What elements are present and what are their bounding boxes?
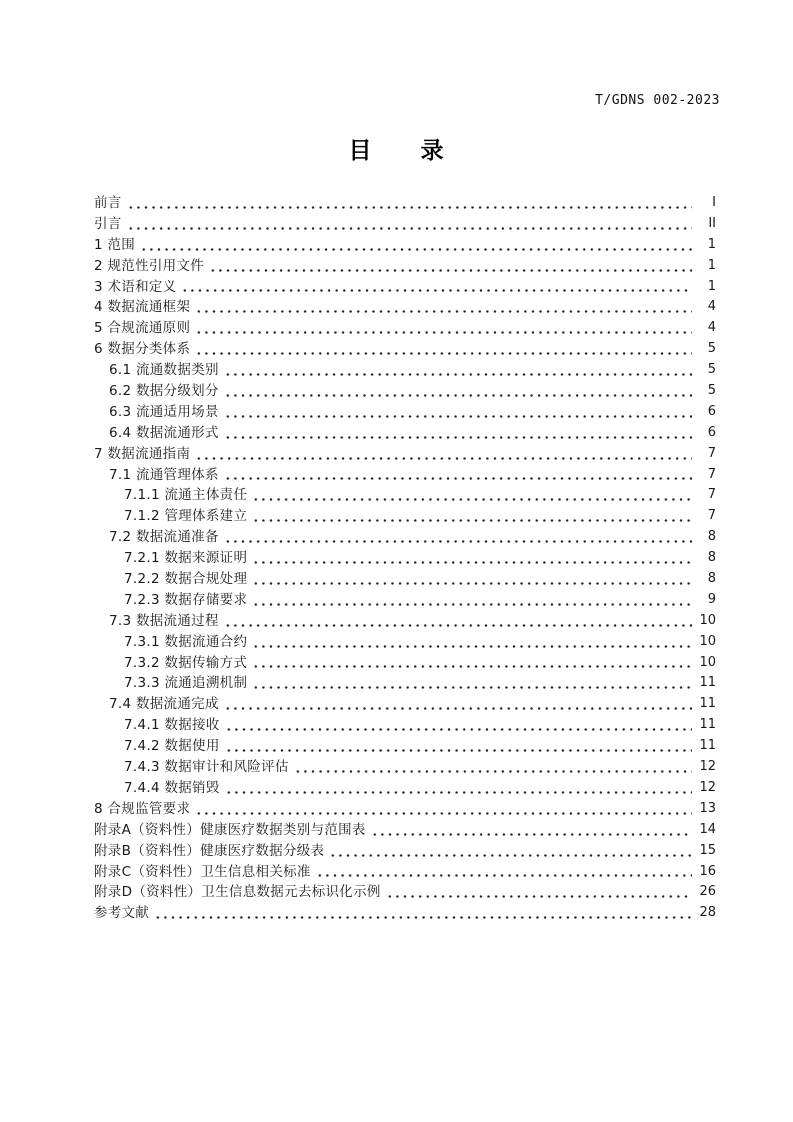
toc-row	[94, 611, 716, 632]
dot-leader	[195, 297, 692, 318]
toc-entry-label: 6.2 数据分级划分	[109, 383, 219, 400]
toc-row	[94, 506, 716, 527]
toc-row	[94, 256, 716, 277]
toc-entry-label: 前言	[94, 195, 122, 211]
page-number: 11	[699, 675, 716, 691]
page-number: II	[708, 215, 716, 231]
page-number: 11	[699, 738, 716, 754]
toc-entry-label: 7.1.1 流通主体责任	[124, 487, 248, 504]
page-number: 1	[707, 278, 716, 294]
dot-leader	[252, 653, 692, 674]
dot-leader	[252, 506, 692, 527]
toc-row	[94, 799, 716, 820]
toc-entry-label: 7.4 数据流通完成	[109, 696, 219, 713]
dot-leader	[252, 548, 692, 569]
dot-leader	[252, 485, 692, 506]
toc-entry-label: 7.1 流通管理体系	[109, 466, 219, 483]
toc-entry-label: 7.3.2 数据传输方式	[124, 654, 248, 671]
page-number: 6	[707, 424, 716, 440]
page-title: 目 录	[348, 138, 445, 164]
dot-leader	[224, 611, 692, 632]
page-number: 11	[699, 717, 716, 733]
dot-leader	[371, 820, 692, 841]
dot-leader	[329, 841, 692, 862]
toc-entry-label: 7.4.2 数据使用	[124, 738, 220, 755]
dot-leader	[224, 402, 692, 423]
toc-entry-label: 7.2 数据流通准备	[109, 529, 219, 546]
toc-entry-label: 引言	[94, 215, 122, 232]
dot-leader	[224, 465, 692, 486]
toc-entry-label: 6.3 流通适用场景	[109, 403, 219, 420]
page-number: 10	[699, 612, 716, 628]
dot-leader	[140, 235, 692, 256]
toc-row	[94, 862, 716, 883]
dot-leader	[154, 903, 692, 924]
dot-leader	[294, 757, 692, 778]
page-number: 1	[707, 257, 716, 273]
toc-row	[94, 736, 716, 757]
page-number: 11	[699, 696, 716, 712]
dot-leader	[225, 736, 692, 757]
dot-leader	[386, 882, 692, 903]
page-number: 12	[699, 779, 716, 795]
page-number: 26	[699, 884, 716, 900]
page-number: 7	[707, 487, 716, 503]
toc-entry-label: 4 数据流通框架	[94, 299, 191, 316]
page-number: 5	[707, 383, 716, 399]
toc-row	[94, 465, 716, 486]
toc-row	[94, 235, 716, 256]
toc-row	[94, 423, 716, 444]
dot-leader	[252, 569, 692, 590]
toc-entry-label: 7.4.1 数据接收	[124, 717, 220, 734]
toc-entry-label: 2 规范性引用文件	[94, 257, 205, 274]
dot-leader	[224, 381, 692, 402]
toc-list	[94, 193, 716, 924]
toc-row	[94, 297, 716, 318]
toc-row	[94, 360, 716, 381]
toc-row	[94, 673, 716, 694]
toc-entry-label: 附录A（资料性）健康医疗数据类别与范围表	[94, 821, 366, 838]
toc-row	[94, 381, 716, 402]
toc-row	[94, 632, 716, 653]
page-number: 10	[699, 633, 716, 649]
toc-row	[94, 277, 716, 298]
page-number: 7	[707, 466, 716, 482]
toc-entry-label: 7.3.1 数据流通合约	[124, 633, 248, 650]
dot-leader	[316, 862, 692, 883]
dot-leader	[252, 673, 692, 694]
dot-leader	[225, 715, 692, 736]
dot-leader	[127, 214, 692, 235]
page-number: 12	[699, 759, 716, 775]
page-number: 10	[699, 654, 716, 670]
toc-row	[94, 527, 716, 548]
page-number: I	[712, 195, 716, 210]
page-number: 8	[707, 550, 716, 566]
toc-row	[94, 569, 716, 590]
page-number: 14	[699, 821, 716, 837]
dot-leader	[224, 423, 692, 444]
toc-row	[94, 841, 716, 862]
toc-entry-label: 7.4.4 数据销毁	[124, 779, 220, 796]
toc-entry-label: 1 范围	[94, 236, 136, 253]
page-number: 5	[707, 362, 716, 378]
dot-leader	[181, 277, 692, 298]
toc-entry-label: 7.3.3 流通追溯机制	[124, 675, 248, 692]
toc-row	[94, 318, 716, 339]
dot-leader	[252, 632, 692, 653]
dot-leader	[127, 193, 692, 214]
toc-entry-label: 8 合规监管要求	[94, 800, 191, 817]
toc-row	[94, 402, 716, 423]
toc-row	[94, 882, 716, 903]
toc-entry-label: 6.1 流通数据类别	[109, 362, 219, 379]
page-number: 8	[707, 529, 716, 545]
dot-leader	[224, 360, 692, 381]
toc-entry-label: 5 合规流通原则	[94, 320, 191, 337]
toc-entry-label: 附录D（资料性）卫生信息数据元去标识化示例	[94, 884, 381, 901]
toc-row	[94, 820, 716, 841]
dot-leader	[195, 444, 692, 465]
toc-entry-label: 7.2.2 数据合规处理	[124, 571, 248, 588]
toc-row	[94, 485, 716, 506]
toc-row	[94, 653, 716, 674]
page-number: 8	[707, 571, 716, 587]
toc-entry-label: 7.1.2 管理体系建立	[124, 508, 248, 525]
page-number: 28	[699, 905, 716, 921]
toc-row	[94, 548, 716, 569]
page-number: 6	[707, 403, 716, 419]
dot-leader	[195, 799, 692, 820]
toc-entry-label: 7.3 数据流通过程	[109, 612, 219, 629]
dot-leader	[209, 256, 692, 277]
toc-entry-label: 附录B（资料性）健康医疗数据分级表	[94, 842, 325, 859]
dot-leader	[224, 527, 692, 548]
toc-row	[94, 778, 716, 799]
page-number: 5	[707, 341, 716, 357]
toc-row	[94, 339, 716, 360]
page-number: 1	[707, 236, 716, 252]
toc-entry-label: 7.2.3 数据存储要求	[124, 591, 248, 608]
page-number: 9	[707, 591, 716, 607]
toc-row	[94, 214, 716, 235]
toc-entry-label: 附录C（资料性）卫生信息相关标准	[94, 863, 311, 880]
toc-entry-label: 参考文献	[94, 905, 150, 922]
toc-row	[94, 757, 716, 778]
page-number: 15	[699, 842, 716, 858]
toc-entry-label: 3 术语和定义	[94, 278, 177, 295]
toc-row	[94, 715, 716, 736]
page-number: 7	[707, 445, 716, 461]
toc-entry-label: 7.4.3 数据审计和风险评估	[124, 759, 289, 776]
toc-row	[94, 193, 716, 214]
toc-row	[94, 444, 716, 465]
toc-row	[94, 590, 716, 611]
doc-code: T/GDNS 002-2023	[595, 93, 720, 108]
toc-entry-label: 7 数据流通指南	[94, 445, 191, 462]
dot-leader	[195, 339, 692, 360]
dot-leader	[225, 778, 692, 799]
toc-entry-label: 6 数据分类体系	[94, 341, 191, 358]
toc-entry-label: 7.2.1 数据来源证明	[124, 550, 248, 567]
dot-leader	[252, 590, 692, 611]
dot-leader	[195, 318, 692, 339]
page-number: 13	[699, 800, 716, 816]
page-number: 4	[707, 320, 716, 336]
toc-entry-label: 6.4 数据流通形式	[109, 424, 219, 441]
page-number: 7	[707, 508, 716, 524]
toc-row	[94, 903, 716, 924]
toc-row	[94, 694, 716, 715]
page-number: 4	[707, 299, 716, 315]
dot-leader	[224, 694, 692, 715]
page-number: 16	[699, 863, 716, 879]
